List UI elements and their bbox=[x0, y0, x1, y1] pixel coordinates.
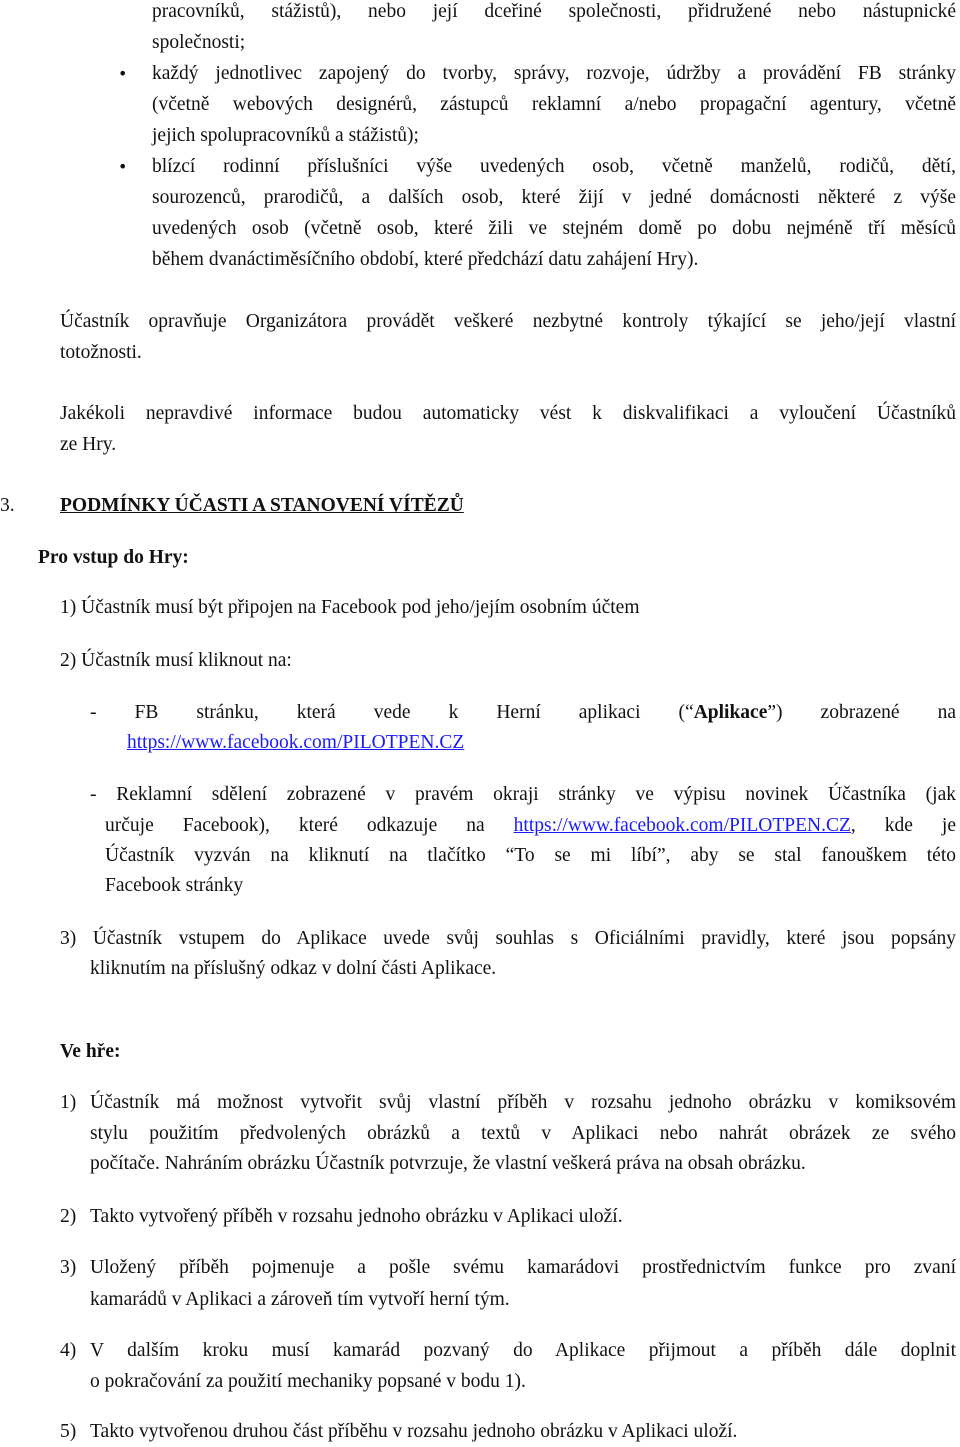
dash-item-line: Účastník vyzván na kliknutí na tlačítko “To se mi líbí”, aby se stal fanouškem této bbox=[105, 845, 956, 866]
facebook-link[interactable]: https://www.facebook.com/PILOTPEN.CZ bbox=[513, 815, 851, 836]
continuation-line: pracovníků, stážistů), nebo její dceřiné společnosti, přidružené nebo nástupnické bbox=[152, 1, 956, 22]
game-heading: Ve hře: bbox=[60, 1041, 121, 1062]
game-item-number: 1) bbox=[60, 1092, 77, 1113]
bullet-text-line: během dvanáctiměsíčního období, které předchází datu zahájení Hry). bbox=[152, 249, 699, 270]
entry-item-3-line: kliknutím na příslušný odkaz v dolní části Aplikace. bbox=[90, 958, 497, 979]
dash-item-line bbox=[90, 697, 956, 728]
bullet-text-line: jejich spolupracovníků a stážistů); bbox=[152, 125, 419, 146]
bullet-dot-icon: • bbox=[118, 157, 128, 176]
bullet-text-line: každý jednotlivec zapojený do tvorby, správy, rozvoje, údržby a provádění FB stránky bbox=[152, 63, 956, 84]
dash-item-line: - Reklamní sdělení zobrazené v pravém okraji stránky ve výpisu novinek Účastníka (jak bbox=[90, 784, 956, 805]
dash-item-line: Facebook stránky bbox=[105, 875, 244, 896]
paragraph-line: totožnosti. bbox=[60, 342, 142, 363]
game-item-line: Takto vytvořený příběh v rozsahu jednoho obrázku v Aplikaci uloží. bbox=[90, 1206, 623, 1227]
game-item-line: počítače. Nahráním obrázku Účastník potvrzuje, že vlastní veškerá práva na obsah obrázku. bbox=[90, 1153, 806, 1174]
entry-item-2: 2) Účastník musí kliknout na: bbox=[60, 650, 292, 671]
dash-item-line bbox=[127, 727, 464, 758]
bullet-text-line: blízcí rodinní příslušníci výše uvedených osob, včetně manželů, rodičů, dětí, bbox=[152, 156, 956, 177]
paragraph-line: Účastník opravňuje Organizátora provádět veškeré nezbytné kontroly týkající se jeho/její vlastní bbox=[60, 311, 956, 332]
bullet-text-line: (včetně webových designérů, zástupců reklamní a/nebo propagační agentury, včetně bbox=[152, 94, 956, 115]
bullet-dot-icon: • bbox=[118, 64, 128, 83]
entry-heading: Pro vstup do Hry: bbox=[38, 547, 189, 568]
dash-item-text: , kde je bbox=[850, 815, 956, 836]
game-item-line: V dalším kroku musí kamarád pozvaný do Aplikace přijmout a příběh dále doplnit bbox=[90, 1340, 956, 1361]
entry-item-1: 1) Účastník musí být připojen na Facebook pod jeho/jejím osobním účtem bbox=[60, 597, 640, 618]
dash-item-text: - FB stránku, která vede k Herní aplikaci (“ bbox=[90, 702, 694, 723]
entry-item-3-line: 3) Účastník vstupem do Aplikace uvede svůj souhlas s Oficiálními pravidly, které jsou popsány bbox=[60, 928, 956, 949]
dash-item-text: určuje Facebook), které odkazuje na bbox=[105, 815, 485, 836]
game-item-line: kamarádů v Aplikaci a zároveň tím vytvoří herní tým. bbox=[90, 1289, 510, 1310]
paragraph-line: Jakékoli nepravdivé informace budou automaticky vést k diskvalifikaci a vyloučení Účastníků bbox=[60, 403, 956, 424]
bullet-text-line: uvedených osob (včetně osob, které žili ve stejném domě po dobu nejméně tří měsíců bbox=[152, 218, 956, 239]
game-item-number: 5) bbox=[60, 1421, 77, 1442]
game-item-line: stylu použitím předvolených obrázků a textů v Aplikaci nebo nahrát obrázek ze svého bbox=[90, 1123, 956, 1144]
section-title: PODMÍNKY ÚČASTI A STANOVENÍ VÍTĚZŮ bbox=[60, 495, 464, 516]
section-number: 3. bbox=[0, 495, 15, 516]
continuation-line: společnosti; bbox=[152, 32, 246, 53]
game-item-line: Účastník má možnost vytvořit svůj vlastní příběh v rozsahu jednoho obrázku v komiksovém bbox=[90, 1092, 956, 1113]
game-item-number: 2) bbox=[60, 1206, 77, 1227]
dash-item-text: ”) zobrazené na bbox=[767, 702, 956, 723]
bullet-text-line: sourozenců, prarodičů, a dalších osob, které žijí v jedné domácnosti některé z výše bbox=[152, 187, 956, 208]
dash-item-line bbox=[105, 810, 956, 841]
game-item-line: o pokračování za použití mechaniky popsané v bodu 1). bbox=[90, 1371, 526, 1392]
aplikace-term: Aplikace bbox=[693, 702, 768, 723]
game-item-number: 4) bbox=[60, 1340, 77, 1361]
game-item-line: Takto vytvořenou druhou část příběhu v rozsahu jednoho obrázku v Aplikaci uloží. bbox=[90, 1421, 738, 1442]
game-item-number: 3) bbox=[60, 1257, 77, 1278]
paragraph-line: ze Hry. bbox=[60, 434, 117, 455]
facebook-link[interactable]: https://www.facebook.com/PILOTPEN.CZ bbox=[127, 732, 465, 753]
game-item-line: Uložený příběh pojmenuje a pošle svému kamarádovi prostřednictvím funkce pro zvaní bbox=[90, 1257, 956, 1278]
